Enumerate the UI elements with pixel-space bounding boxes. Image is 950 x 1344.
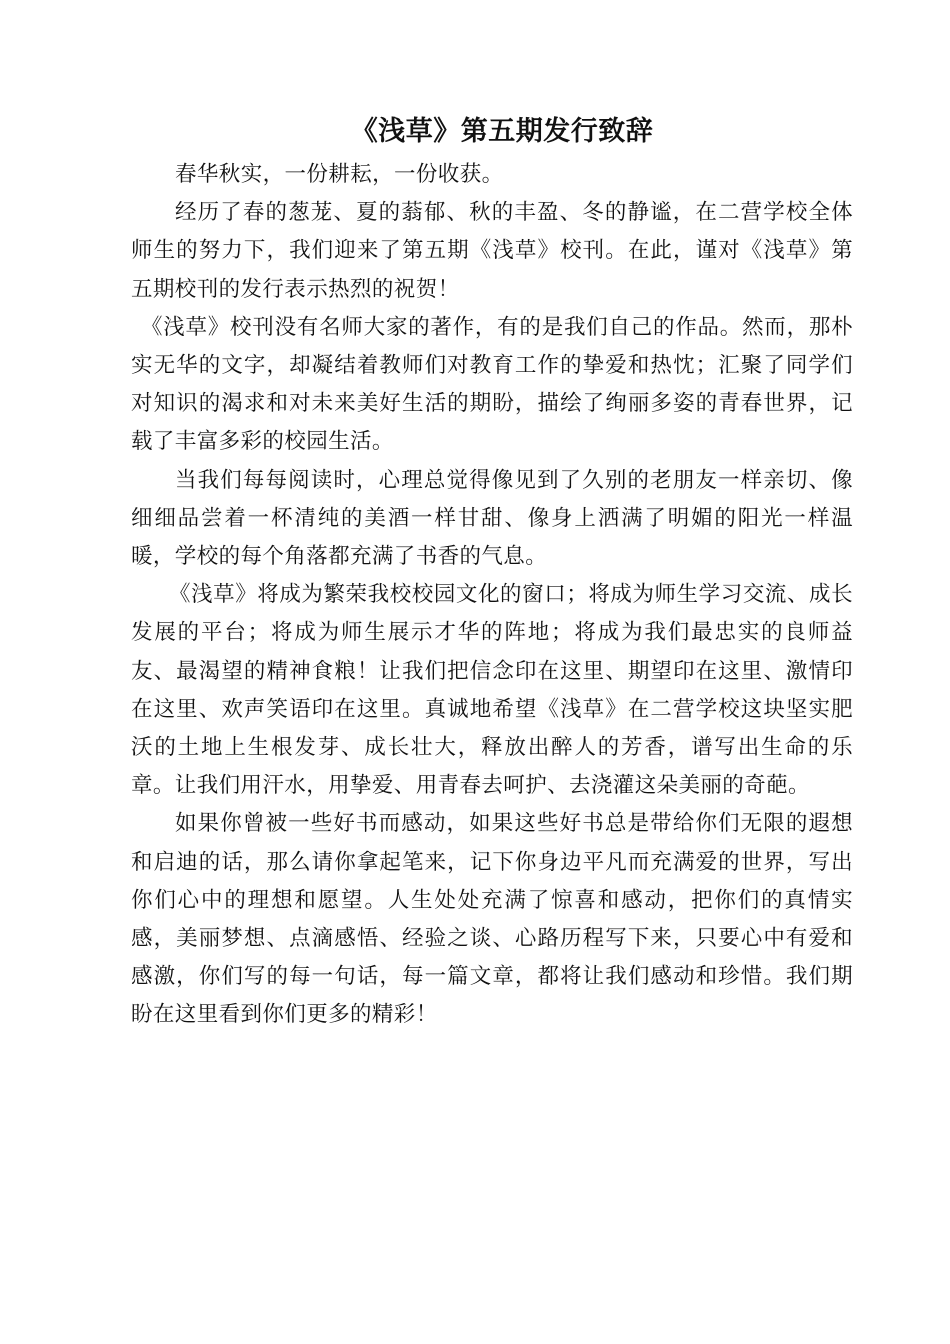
paragraph-1: 春华秋实，一份耕耘，一份收获。 xyxy=(175,162,504,187)
document-title: 《浅草》第五期发行致辞 xyxy=(350,116,654,147)
paragraph-5: 《浅草》将成为繁荣我校校园文化的窗口；将成为师生学习交流、成长发展的平台；将成为师生展示才华的阵地；将成为我们最忠实的良师益友、最渴望的精神食粮！让我们把信念印在这里、期望印在这里、激情印在这里、欢声笑语印在这里。真诚地希望《浅草》在二营学校这块坚实肥沃的土地上生根发芽、成长壮大，释放出醉人的芳香，谱写出生命的乐章。让我们用汗水，用挚爱、用青春去呵护、去浇灌这朵美丽的奇葩。 xyxy=(131,582,853,799)
paragraph-3: 《浅草》校刊没有名师大家的著作，有的是我们自己的作品。然而，那朴实无华的文字，却凝结着教师们对教育工作的挚爱和热忱；汇聚了同学们对知识的渴求和对未来美好生活的期盼，描绘了绚丽多姿的青春世界，记载了丰富多彩的校园生活。 xyxy=(131,314,853,455)
paragraph-4: 当我们每每阅读时，心理总觉得像见到了久别的老朋友一样亲切、像细细品尝着一杯清纯的美酒一样甘甜、像身上洒满了明媚的阳光一样温暖，学校的每个角落都充满了书香的气息。 xyxy=(131,467,853,570)
document-page xyxy=(131,108,853,1035)
paragraph-2: 经历了春的葱茏、夏的蓊郁、秋的丰盈、冬的静谧，在二营学校全体师生的努力下，我们迎来了第五期《浅草》校刊。在此，谨对《浅草》第五期校刊的发行表示热烈的祝贺！ xyxy=(131,200,853,302)
paragraph-6: 如果你曾被一些好书而感动，如果这些好书总是带给你们无限的遐想和启迪的话，那么请你拿起笔来，记下你身边平凡而充满爱的世界，写出你们心中的理想和愿望。人生处处充满了惊喜和感动，把你们的真情实感，美丽梦想、点滴感悟、经验之谈、心路历程写下来，只要心中有爱和感激，你们写的每一句话，每一篇文章，都将让我们感动和珍惜。我们期盼在这里看到你们更多的精彩！ xyxy=(131,811,853,1028)
